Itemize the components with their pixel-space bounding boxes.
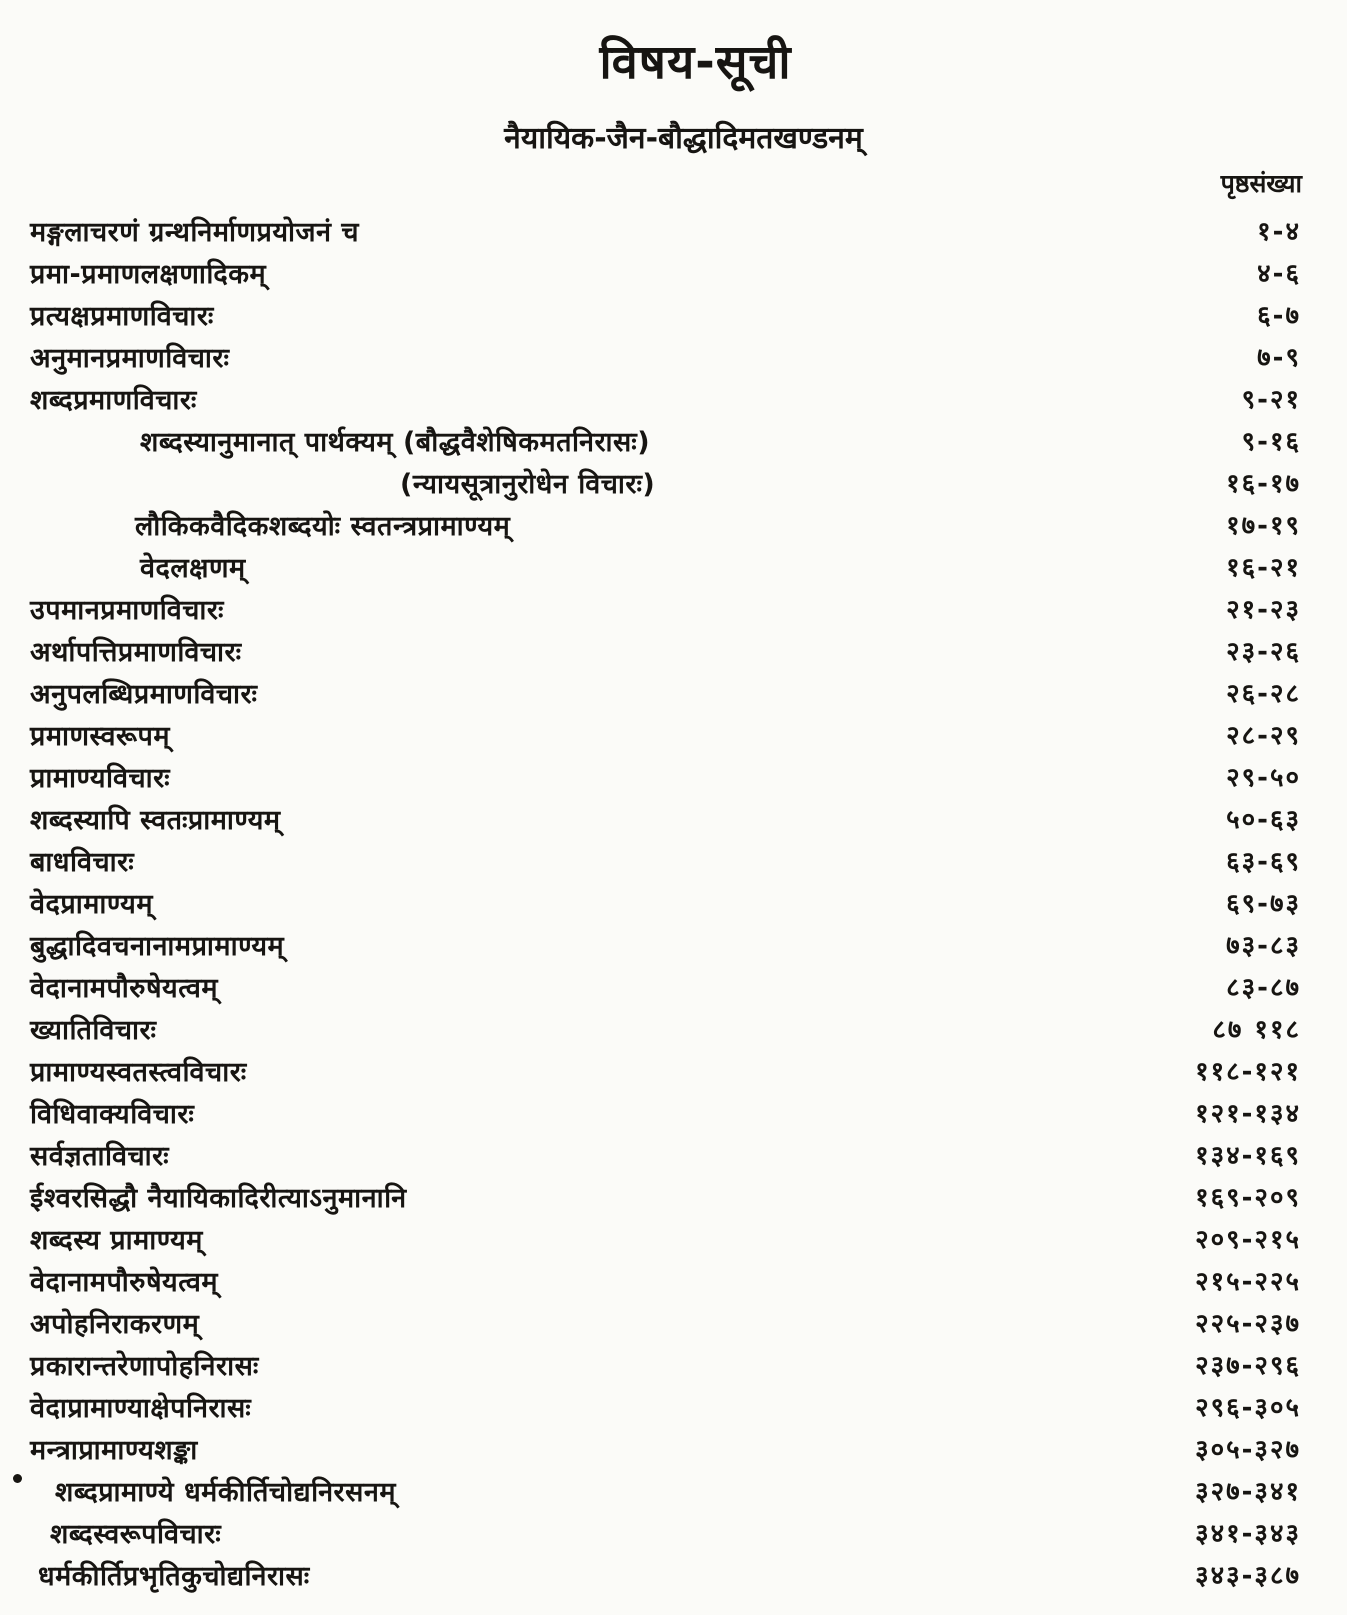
toc-entry-label: धर्मकीर्तिप्रभृतिकुचोद्यनिरासः [38,1561,310,1592]
toc-entry-label: सर्वज्ञताविचारः [30,1141,170,1172]
toc-entry-pages: ४-६ [1257,259,1301,289]
toc-entry-pages: ३०५-३२७ [1195,1435,1301,1465]
toc-entry-label: (न्यायसूत्रानुरोधेन विचारः) [400,469,656,500]
toc-row [0,1220,1347,1262]
toc-entry-pages: ६-७ [1257,301,1301,331]
toc-row [0,1430,1347,1472]
toc-entry-pages: ५०-६३ [1226,805,1301,835]
toc-entry-pages: ६३-६९ [1226,847,1301,877]
toc-entry-label: वेदप्रामाण्यम् [30,889,153,920]
toc-row [0,1472,1347,1514]
toc-entry-label: शब्दप्रमाणविचारः [30,385,197,416]
toc-entry-label: अपोहनिराकरणम् [30,1309,200,1340]
toc-entry-label: प्रमाणस्वरूपम् [30,721,170,752]
toc-entry-label: लौकिकवैदिकशब्दयोः स्वतन्त्रप्रामाण्यम् [135,511,511,542]
toc-row [0,1388,1347,1430]
toc-entry-label: शब्दस्वरूपविचारः [50,1519,222,1550]
toc-row [0,632,1347,674]
toc-row [0,926,1347,968]
toc-entry-label: वेदानामपौरुषेयत्वम् [30,1267,219,1298]
toc-entry-pages: १७-१९ [1226,511,1301,541]
page-number-column-header: पृष्ठसंख्या [1220,169,1302,198]
toc-entry-pages: २१५-२२५ [1195,1267,1301,1297]
toc-entry-label: शब्दस्य प्रामाण्यम् [30,1225,203,1256]
toc-entry-label: विधिवाक्यविचारः [30,1099,195,1130]
toc-row [0,422,1347,464]
toc-entry-pages: ९-१६ [1241,427,1301,457]
toc-entry-pages: २१-२३ [1226,595,1301,625]
toc-entry-label: अर्थापत्तिप्रमाणविचारः [30,637,242,668]
toc-entry-pages: ९-२१ [1241,385,1301,415]
toc-entry-label: वेदलक्षणम् [140,553,246,584]
toc-entry-pages: २०९-२१५ [1195,1225,1301,1255]
toc-entry-pages: १३४-१६९ [1195,1141,1301,1171]
toc-entry-pages: ८७ ११८ [1212,1015,1301,1045]
toc-row [0,800,1347,842]
toc-entry-label: बाधविचारः [30,847,135,878]
toc-row [0,296,1347,338]
toc-row [0,506,1347,548]
toc-entry-pages: ७-९ [1257,343,1301,373]
toc-entry-pages: ७३-८३ [1226,931,1301,961]
toc-entry-pages: ३४३-३८७ [1195,1561,1301,1591]
toc-entry-label: बुद्धादिवचनानामप्रामाण्यम् [30,931,285,962]
toc-entry-pages: १-४ [1257,217,1301,247]
toc-row [0,338,1347,380]
toc-row [0,464,1347,506]
toc-entry-label: वेदाप्रामाण्याक्षेपनिरासः [30,1393,252,1424]
toc-entry-label: ईश्वरसिद्धौ नैयायिकादिरीत्याऽनुमानानि [30,1183,407,1214]
toc-entry-pages: ६९-७३ [1226,889,1301,919]
toc-entry-label: मङ्गलाचरणं ग्रन्थनिर्माणप्रयोजनं च [30,217,360,248]
toc-entry-pages: २२५-२३७ [1195,1309,1301,1339]
toc-row [0,674,1347,716]
toc-row [0,1304,1347,1346]
toc-entry-label: शब्दस्यानुमानात् पार्थक्यम् (बौद्धवैशेषिकमतनिरासः) [140,427,651,458]
toc-entry-pages: २८-२९ [1226,721,1301,751]
toc-row [0,254,1347,296]
toc-row [0,1262,1347,1304]
margin-dot [13,1474,22,1483]
toc-entry-label: प्रत्यक्षप्रमाणविचारः [30,301,214,332]
toc-entry-pages: २९६-३०५ [1195,1393,1301,1423]
toc-entry-label: अनुपलब्धिप्रमाणविचारः [30,679,258,710]
toc-entry-label: शब्दस्यापि स्वतःप्रामाण्यम् [30,805,281,836]
toc-entry-pages: ११८-१२१ [1195,1057,1301,1087]
toc-entry-label: शब्दप्रामाण्ये धर्मकीर्तिचोद्यनिरसनम् [55,1477,396,1508]
toc-entry-label: प्रामाण्यस्वतस्त्वविचारः [30,1057,247,1088]
page-title: विषय-सूची [599,35,792,90]
toc-entry-pages: २९-५० [1226,763,1301,793]
toc-entry-pages: ३४१-३४३ [1195,1519,1301,1549]
toc-entry-label: वेदानामपौरुषेयत्वम् [30,973,219,1004]
toc-row [0,884,1347,926]
toc-row [0,212,1347,254]
toc-row [0,1136,1347,1178]
toc-entry-label: मन्त्राप्रामाण्यशङ्का [30,1435,198,1466]
toc-entry-pages: १६-२१ [1226,553,1301,583]
toc-list [0,212,1347,1598]
toc-row [0,1052,1347,1094]
toc-entry-label: उपमानप्रमाणविचारः [30,595,224,626]
toc-entry-pages: २६-२८ [1226,679,1301,709]
toc-entry-label: प्रकारान्तरेणापोहनिरासः [30,1351,259,1382]
toc-row [0,1556,1347,1598]
toc-entry-pages: १६-१७ [1226,469,1301,499]
toc-row [0,1010,1347,1052]
toc-row [0,1178,1347,1220]
toc-row [0,548,1347,590]
toc-entry-pages: २३७-२९६ [1195,1351,1301,1381]
toc-row [0,968,1347,1010]
toc-entry-pages: १२१-१३४ [1195,1099,1301,1129]
toc-row [0,758,1347,800]
toc-row [0,716,1347,758]
toc-row [0,1094,1347,1136]
toc-row [0,842,1347,884]
page-subtitle: नैयायिक-जैन-बौद्धादिमतखण्डनम् [504,121,863,156]
toc-entry-label: प्रमा-प्रमाणलक्षणादिकम् [30,259,267,290]
toc-entry-pages: २३-२६ [1226,637,1301,667]
toc-row [0,380,1347,422]
toc-entry-label: ख्यातिविचारः [30,1015,157,1046]
toc-entry-pages: ३२७-३४१ [1195,1477,1301,1507]
toc-row [0,590,1347,632]
toc-entry-pages: ८३-८७ [1226,973,1301,1003]
toc-row [0,1346,1347,1388]
toc-row [0,1514,1347,1556]
toc-entry-label: प्रामाण्यविचारः [30,763,171,794]
toc-entry-pages: १६९-२०९ [1195,1183,1301,1213]
toc-entry-label: अनुमानप्रमाणविचारः [30,343,230,374]
